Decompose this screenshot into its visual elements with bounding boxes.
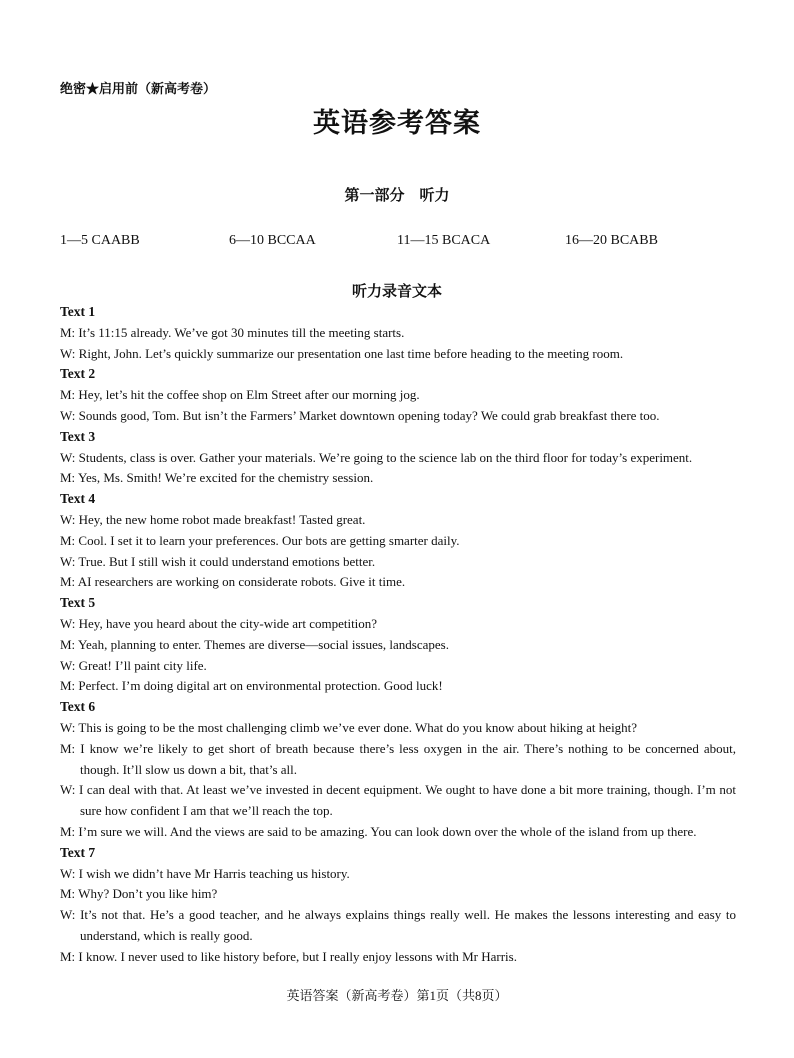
dialogue-line: M: Yes, Ms. Smith! We’re excited for the chemistry session. [60, 470, 374, 486]
answer-group-3: 11—15 BCACA [397, 233, 491, 248]
transcript-title: 听力录音文本 [351, 284, 442, 300]
transcript-block [60, 427, 736, 489]
dialogue-line: M: Why? Don’t you like him? [60, 886, 218, 902]
dialogue-line: W: I can deal with that. At least we’ve invested in decent equipment. We ought to have done a bit more training, though. I’m not sure how confident I am that we’ll reach the top. [60, 782, 736, 819]
dialogue-line: W: Great! I’ll paint city life. [60, 657, 207, 673]
dialogue-line: M: I know we’re likely to get short of breath because there’s less oxygen in the air. There’s nothing to be concerned about, though. It’ll slow us down a bit, that’s all. [60, 740, 736, 777]
transcript-block [60, 302, 736, 364]
transcript-block [60, 697, 736, 843]
dialogue-line: M: Cool. I set it to learn your preferences. Our bots are getting smarter daily. [60, 532, 460, 548]
transcript-block [60, 593, 736, 697]
page-title: 英语参考答案 [313, 108, 481, 138]
dialogue-line: W: Right, John. Let’s quickly summarize our presentation one last time before heading to the meeting room. [60, 345, 624, 361]
dialogue-line: W: Hey, have you heard about the city-wide art competition? [60, 615, 378, 631]
dialogue-line: W: I wish we didn’t have Mr Harris teaching us history. [60, 865, 350, 881]
page-footer: 英语答案（新高考卷）第1页（共8页） [286, 988, 508, 1003]
answer-key-row [60, 233, 760, 253]
dialogue-line: M: I’m sure we will. And the views are said to be amazing. You can look down over the whole of the island from up there. [60, 823, 697, 839]
text-heading: Text 5 [60, 595, 96, 611]
transcript-block [60, 843, 736, 968]
dialogue-line: M: Yeah, planning to enter. Themes are diverse—social issues, landscapes. [60, 636, 449, 652]
dialogue-line: W: Hey, the new home robot made breakfast! Tasted great. [60, 511, 366, 527]
dialogue-line: W: This is going to be the most challenging climb we’ve ever done. What do you know about hiking at height? [60, 719, 638, 735]
text-heading: Text 2 [60, 366, 96, 382]
dialogue-line: W: Students, class is over. Gather your materials. We’re going to the science lab on the third floor for today’s experiment. [60, 449, 693, 465]
dialogue-line: M: Perfect. I’m doing digital art on environmental protection. Good luck! [60, 678, 443, 694]
dialogue-line: W: True. But I still wish it could understand emotions better. [60, 553, 376, 569]
text-heading: Text 1 [60, 304, 96, 319]
dialogue-line: W: It’s not that. He’s a good teacher, and he always explains things really well. He makes the lessons interesting and easy to understand, which is really good. [60, 907, 736, 943]
transcript [60, 302, 736, 968]
text-heading: Text 4 [60, 491, 96, 507]
dialogue-line: M: AI researchers are working on considerate robots. Give it time. [60, 574, 406, 590]
confidential-label: 绝密★启用前（新高考卷） [60, 81, 217, 96]
transcript-block [60, 489, 736, 593]
answer-group-4: 16—20 BCABB [565, 233, 658, 248]
text-heading: Text 6 [60, 699, 96, 715]
section-heading: 第一部分 听力 [344, 188, 450, 204]
text-heading: Text 7 [60, 844, 96, 860]
answer-group-1: 1—5 CAABB [60, 233, 140, 248]
transcript-block [60, 364, 736, 426]
dialogue-line: M: I know. I never used to like history before, but I really enjoy lessons with Mr Harris. [60, 948, 517, 964]
dialogue-line: M: Hey, let’s hit the coffee shop on Elm Street after our morning jog. [60, 387, 420, 403]
text-heading: Text 3 [60, 428, 96, 444]
answer-group-2: 6—10 BCCAA [229, 233, 316, 248]
dialogue-line: M: It’s 11:15 already. We’ve got 30 minutes till the meeting starts. [60, 324, 405, 340]
dialogue-line: W: Sounds good, Tom. But isn’t the Farmers’ Market downtown opening today? We could grab breakfast there too. [60, 407, 660, 423]
